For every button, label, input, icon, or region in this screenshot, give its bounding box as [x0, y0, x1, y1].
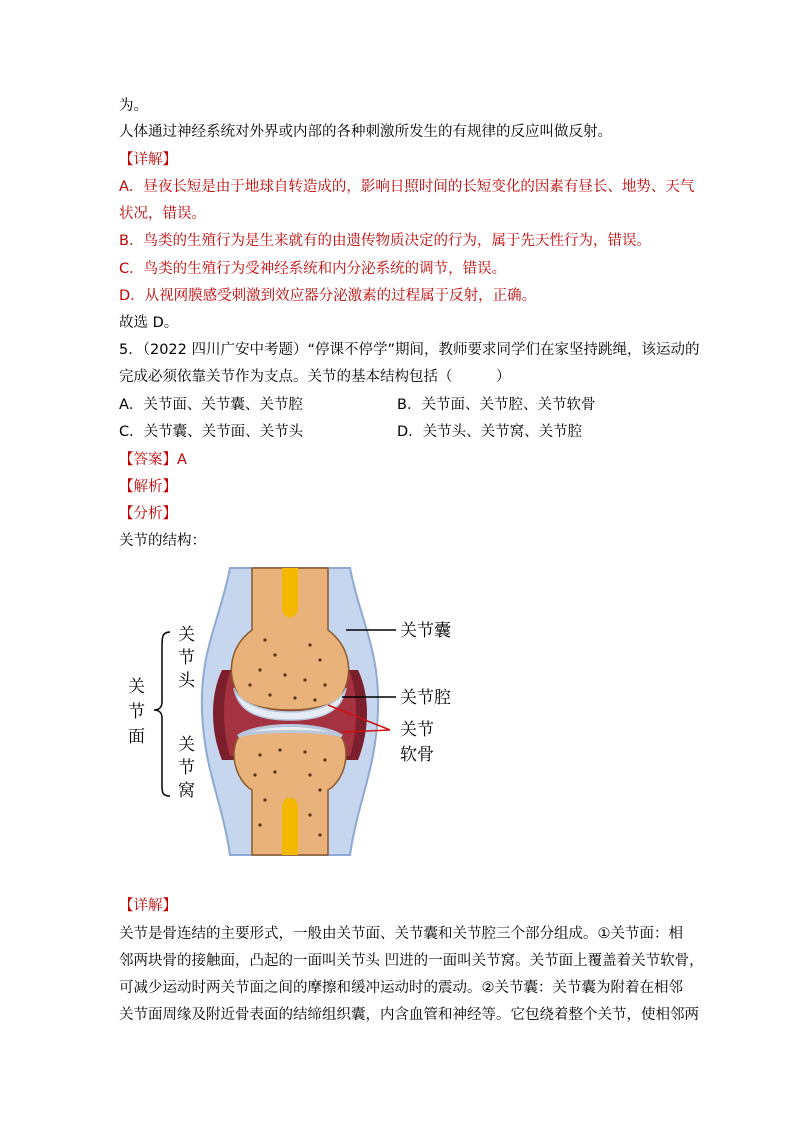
text-line: 人体通过神经系统对外界或内部的各种刺激所发生的有规律的反应叫做反射。 — [119, 124, 612, 140]
label-cartilage-line1: 关节 — [400, 720, 434, 740]
label-head: 节 — [178, 648, 195, 668]
detail-item-a: A．昼夜长短是由于地球自转造成的，影响日照时间的长短变化的因素有昼长、地势、天气 — [119, 179, 695, 195]
section-heading: 【分析】 — [119, 506, 177, 522]
label-head: 头 — [178, 671, 195, 691]
paragraph-line: 关节是骨连结的主要形式，一般由关节面、关节囊和关节腔三个部分组成。①关节面：相 — [119, 926, 683, 942]
joint-structure-diagram — [110, 560, 470, 860]
label-socket: 窝 — [178, 781, 195, 801]
option-c: C．关节囊、关节面、关节头 — [119, 424, 304, 440]
text-line: 关节的结构： — [119, 533, 206, 549]
question-5-cont: 完成必须依靠关节作为支点。关节的基本结构包括（ ） — [119, 369, 511, 385]
label-socket: 关 — [178, 735, 195, 755]
section-heading: 【详解】 — [119, 152, 177, 168]
paragraph-line: 可减少运动时两关节面之间的摩擦和缓冲运动时的震动。②关节囊：关节囊为附着在相邻 — [119, 980, 683, 996]
option-b: B．关节面、关节腔、关节软骨 — [397, 397, 596, 413]
detail-item-d: D．从视网膜感受刺激到效应器分泌激素的过程属于反射，正确。 — [119, 288, 537, 304]
detail-item-b: B．鸟类的生殖行为是生来就有的由遗传物质决定的行为，属于先天性行为，错误。 — [119, 233, 651, 249]
answer: 【答案】A — [119, 452, 187, 468]
text-line: 故选 D。 — [119, 315, 179, 331]
label-surface: 节 — [128, 702, 145, 722]
question-5: 5．（2022 四川广安中考题）“停课不停学”期间，教师要求同学们在家坚持跳绳，该运动的 — [119, 342, 700, 358]
section-heading: 【解析】 — [119, 479, 177, 495]
paragraph-line: 邻两块骨的接触面，凸起的一面叫关节头 凹进的一面叫关节窝。关节面上覆盖着关节软骨， — [119, 953, 704, 969]
upper-marrow — [282, 568, 298, 618]
option-d: D．关节头、关节窝、关节腔 — [397, 424, 583, 440]
paragraph-line: 关节面周缘及附近骨表面的结缔组织囊，内含血管和神经等。它包绕着整个关节，使相邻两 — [119, 1007, 699, 1023]
surface-bracket — [154, 632, 170, 796]
label-cartilage-line2: 软骨 — [400, 745, 434, 765]
label-surface: 面 — [128, 727, 145, 747]
label-socket: 节 — [178, 758, 195, 778]
label-surface: 关 — [128, 677, 145, 697]
detail-item-a-cont: 状况，错误。 — [119, 206, 206, 222]
option-a: A．关节面、关节囊、关节腔 — [119, 397, 303, 413]
text-line: 为。 — [119, 98, 148, 114]
detail-item-c: C．鸟类的生殖行为受神经系统和内分泌系统的调节，错误。 — [119, 261, 507, 277]
section-heading: 【详解】 — [119, 898, 177, 914]
label-head: 关 — [178, 625, 195, 645]
label-cavity: 关节腔 — [400, 688, 451, 708]
label-capsule: 关节囊 — [400, 621, 451, 641]
lower-marrow — [282, 798, 298, 856]
